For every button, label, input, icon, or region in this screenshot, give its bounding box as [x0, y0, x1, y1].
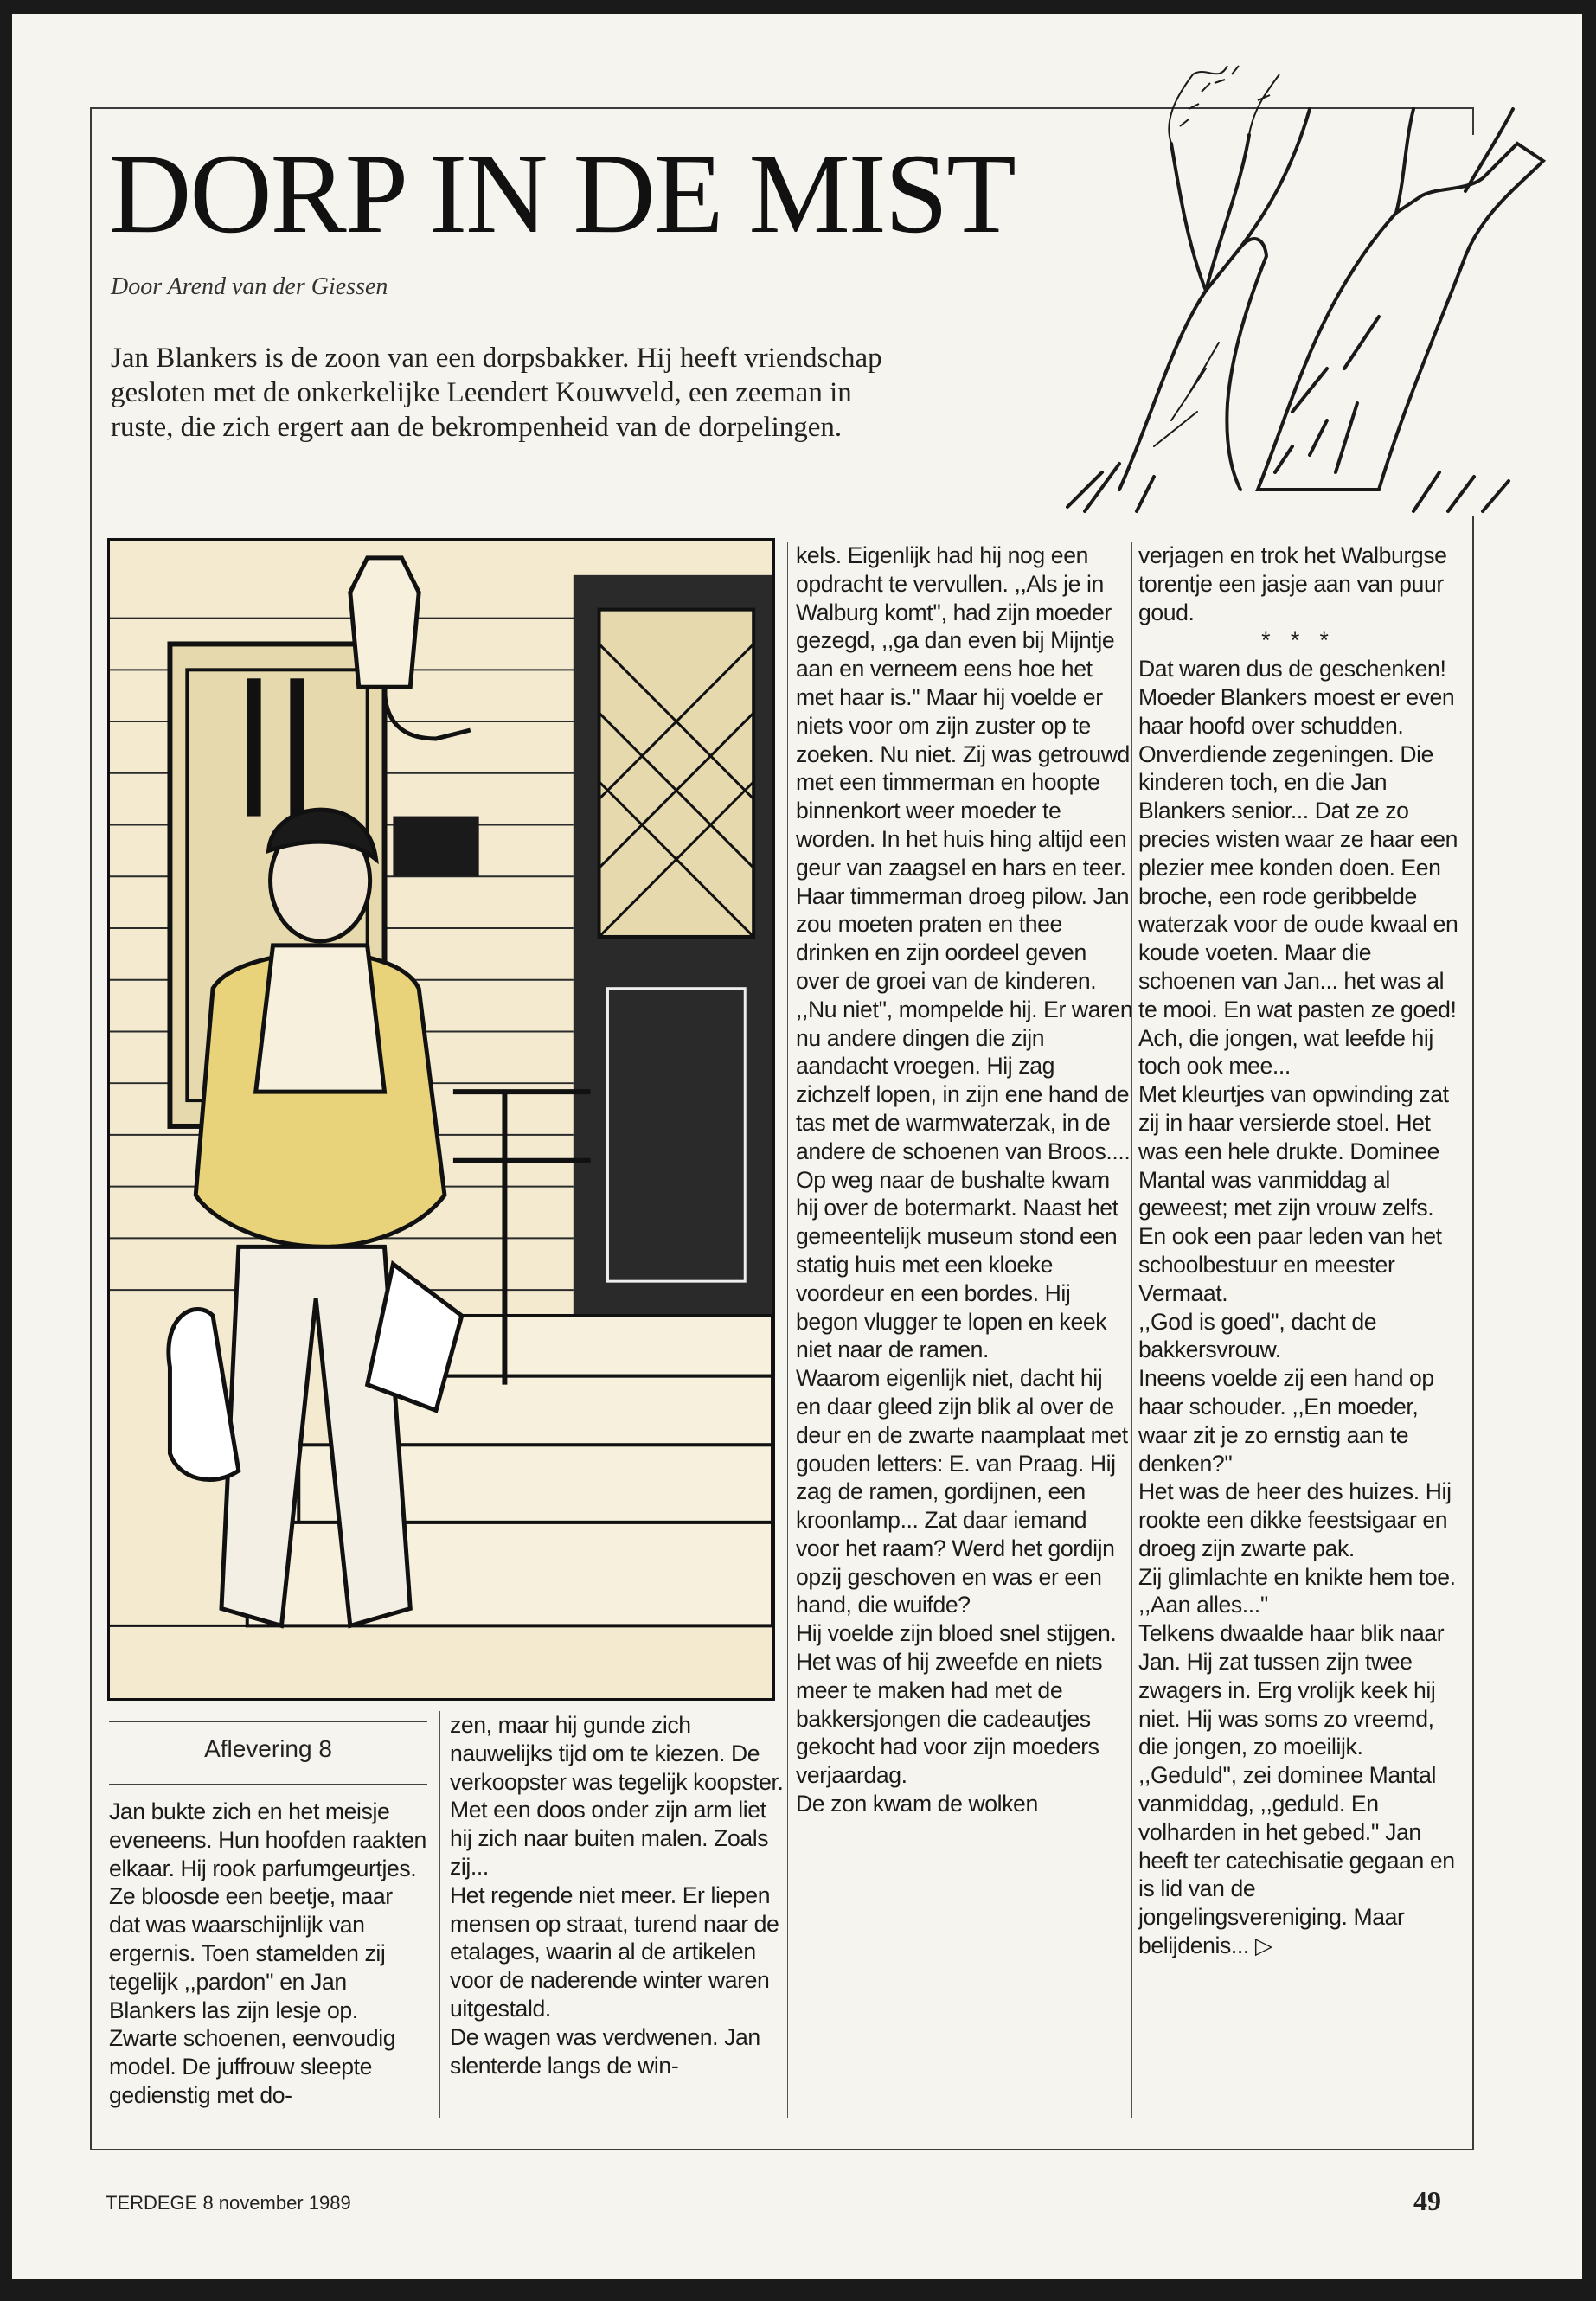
text-column-4 [1138, 542, 1458, 1960]
page-number: 49 [1413, 2185, 1441, 2216]
episode-label: Aflevering 8 [204, 1735, 332, 1762]
column-divider [439, 1711, 440, 2118]
text-column-3: kels. Eigenlijk had hij nog een opdracht te vervullen. ,,Als je in Walburg komt'', had zijn moeder gezegd, ,,ga dan even bij Mijntje aan en verneem eens hoe het met haar is.'' Maar hij voelde er niets voor om zijn zuster op te zoeken. Nu niet. Zij was getrouwd met een timmerman en hoopte binnenkort weer moeder te worden. In het huis hing altijd een geur van zaagsel en hars en teer. Haar timmerman droeg pilow. Jan zou moeten praten en thee drinken en zijn oordeel geven over de groei van de kinderen. ,,Nu niet'', mompelde hij. Er waren nu andere dingen die zijn aandacht vroegen. Hij zag zichzelf lopen, in zijn ene hand de tas met de warmwaterzak, in de andere de schoenen van Broos.... Op weg naar de bushalte kwam hij over de botermarkt. Naast het gemeentelijk museum stond een statig huis met een kloeke voordeur en een bordes. Hij begon vlugger te lopen en keek niet naar de ramen. Waarom eigenlijk niet, dacht hij en daar gleed zijn blik al over de deur en de zwarte naamplaat met gouden letters: E. van Praag. Hij zag de ramen, gordijnen, een kroonlamp... Zat daar iemand voor het raam? Werd het gordijn opzij geschoven en was er een hand, die wuifde? Hij voelde zijn bloed snel stijgen. Het was of hij zweefde en niets meer te maken had met de bakkersjongen die cadeautjes gekocht had voor zijn moeders verjaardag. De zon kwam de wolken [796, 542, 1133, 1817]
magazine-issue: TERDEGE 8 november 1989 [106, 2192, 351, 2214]
text-column-1: Jan bukte zich en het meisje eveneens. Hun hoofden raakten elkaar. Hij rook parfumgeurtjes. Ze bloosde een beetje, maar dat was waarschijnlijk van ergernis. Toen stamelden zij tegelijk ,,pardon'' en Jan Blankers las zijn lesje op. Zwarte schoenen, eenvoudig model. De juffrouw sleepte gedienstig met do- [109, 1798, 426, 2108]
article-intro: Jan Blankers is de zoon van een dorpsbakker. Hij heeft vriendschap gesloten met de onkerkelijke Leendert Kouwveld, een zeeman in ruste, die zich ergert aan de bekrompenheid van de dorpelingen. [111, 343, 882, 443]
article-title: DORP IN DE MIST [109, 130, 1015, 257]
man-at-door-illustration [107, 538, 775, 1701]
text-column-4-part-b: Dat waren dus de geschenken! Moeder Blankers moest er even haar hoofd over schudden. Onverdiende zegeningen. Die kinderen toch, en die Jan Blankers senior... Dat ze zo precies wisten waar ze haar een plezier mee konden doen. Een broche, een rode geribbelde waterzak voor de oude kwaal en koude voeten. Maar die schoenen van Jan... het was al te mooi. En wat pasten ze goed! Ach, die jongen, wat leefde hij toch ook mee... Met kleurtjes van opwinding zat zij in haar versierde stoel. Het was een hele drukte. Dominee Mantal was vanmiddag al geweest; met zijn vrouw zelfs. En ook een paar leden van het schoolbestuur en meester Vermaat. ,,God is goed'', dacht de bakkersvrouw. Ineens voelde zij een hand op haar schouder. ,,En moeder, waar zit je zo ernstig aan te denken?'' Het was de heer des huizes. Hij rookte een dikke feestsigaar en droeg zijn zwarte pak. Zij glimlachte en knikte hem toe. ,,Aan alles...'' Telkens dwaalde haar blik naar Jan. Hij zat tussen zijn twee zwagers in. Erg vrolijk keek hij niet. Hij was soms zo vreemd, die jongen, zo moeilijk. ,,Geduld'', zei dominee Mantal vanmiddag, ,,geduld. En volharden in het gebed.'' Jan heeft ter catechisatie gegaan en is lid van de jongelingsvereniging. Maar belijdenis... [1138, 656, 1458, 1959]
text-column-4-part-a: verjagen en trok het Walburgse torentje een jasje aan van puur goud. [1138, 542, 1447, 625]
magazine-page [12, 14, 1582, 2279]
text-column-2: zen, maar hij gunde zich nauwelijks tijd om te kiezen. De verkoopster was tegelijk koopster. Met een doos onder zijn arm liet hij zich naar buiten malen. Zoals zij... Het regende niet meer. Er liepen mensen op straat, turend naar de etalages, waarin al de artikelen voor de naderende winter waren uitgestald. De wagen was verdwenen. Jan slenterde langs de win- [450, 1712, 784, 2079]
episode-rule-bottom [109, 1784, 427, 1785]
tree-sketch-illustration [1033, 40, 1552, 524]
episode-rule-top [109, 1721, 427, 1722]
column-divider [787, 542, 788, 2118]
article-byline: Door Arend van der Giessen [111, 273, 388, 300]
section-break-stars: * * * [1261, 627, 1336, 654]
continue-arrow-icon: ▷ [1254, 1932, 1272, 1959]
